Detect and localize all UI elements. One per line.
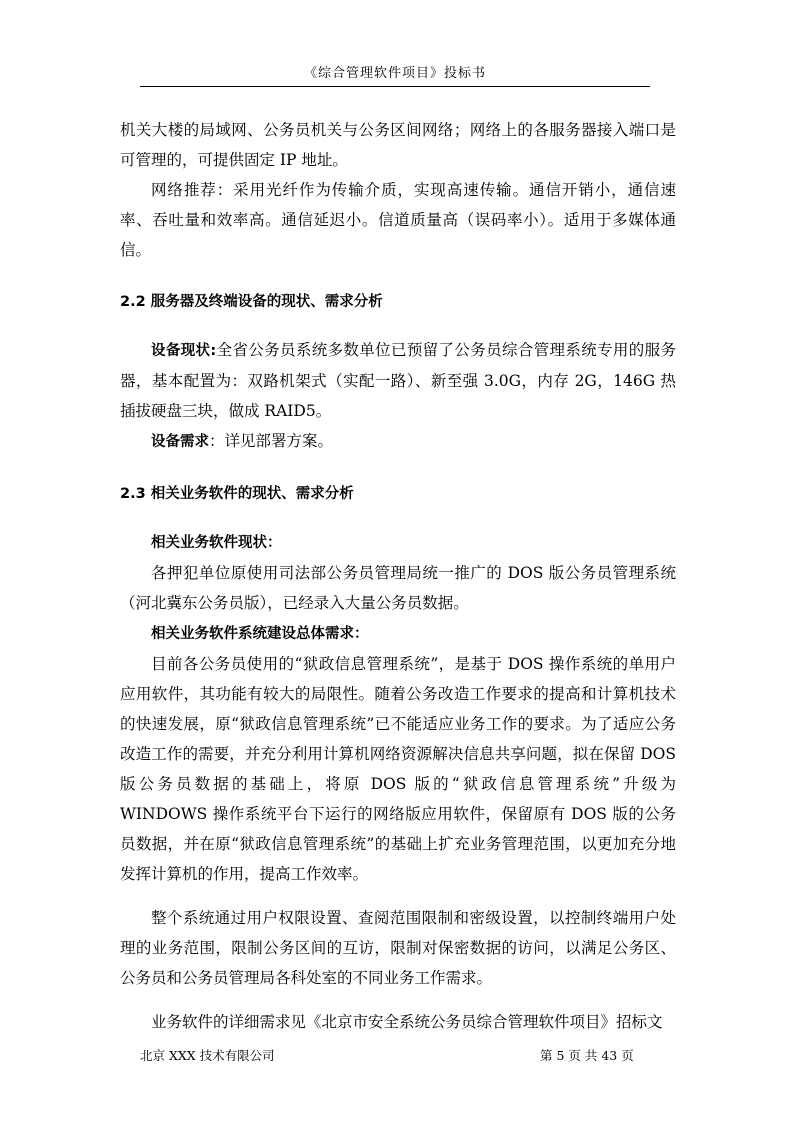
footer-page-number: 第 5 页 共 43 页 [540, 1048, 634, 1063]
paragraph-device-requirement [120, 426, 676, 457]
paragraph-software-status: 各押犯单位原使用司法部公务员管理局统一推广的 DOS 版公务员管理系统（河北冀东公务员版），已经录入大量公务员数据。 [120, 564, 676, 612]
software-requirement-label: 相关业务软件系统建设总体需求： [151, 626, 369, 642]
paragraph-device-status [120, 335, 676, 426]
page-header-title: 《综合管理软件项目》投标书 [303, 66, 486, 81]
paragraph-software-requirement: 目前各公务员使用的“狱政信息管理系统”，是基于 DOS 操作系统的单用户应用软件，其功能有较大的局限性。随着公务改造工作要求的提高和计算机技术的快速发展，原“狱政信息管理系统”已不能适应业务工作的要求。为了适应公务改造工作的需要，并充分利用计算机网络资源解决信息共享问题，拟在保留 DOS 版公务员数据的基础上，将原 DOS 版的“狱政信息管理系统”升级为 WINDOWS 操作系统平台下运行的网络版应用软件，保留原有 DOS 版的公务员数据，并在原“狱政信息管理系统”的基础上扩充业务管理范围，以更加充分地发挥计算机的作用，提高工作效率。 [120, 655, 676, 883]
header-divider [140, 86, 650, 87]
device-status-label: 设备现状: [151, 343, 217, 359]
footer-company: 北京 XXX 技术有限公司 [140, 1048, 275, 1063]
section-heading-2-2: 2.2 服务器及终端设备的现状、需求分析 [120, 294, 383, 310]
document-body [120, 115, 676, 1037]
device-requirement-label: 设备需求 [151, 434, 209, 450]
device-status-text: 全省公务员系统多数单位已预留了公务员综合管理系统专用的服务器，基本配置为：双路机架式（实配一路）、新至强 3.0G，内存 2G，146G 热插拔硬盘三块，做成 RAID5。 [120, 341, 676, 420]
device-requirement-text: ：详见部署方案。 [209, 432, 334, 450]
paragraph-system-permissions: 整个系统通过用户权限设置、查阅范围限制和密级设置，以控制终端用户处理的业务范围，限制公务区间的互访，限制对保密数据的访问，以满足公务区、公务员和公务员管理局各科处室的不同业务工作需求。 [120, 909, 676, 987]
subheading-software-requirement [120, 618, 676, 649]
section-heading-2-3: 2.3 相关业务软件的现状、需求分析 [120, 486, 354, 502]
software-status-label: 相关业务软件现状： [151, 535, 282, 551]
paragraph-network: 机关大楼的局域网、公务员机关与公务区间网络；网络上的各服务器接入端口是可管理的，可提供固定 IP 地址。 [120, 121, 676, 169]
paragraph-detailed-requirements: 业务软件的详细需求见《北京市安全系统公务员综合管理软件项目》招标文 [151, 1013, 663, 1031]
paragraph-network-recommendation: 网络推荐：采用光纤作为传输介质，实现高速传输。通信开销小，通信速率、吞吐量和效率高。通信延迟小。信道质量高（误码率小）。适用于多媒体通信。 [120, 181, 676, 259]
subheading-software-status [120, 527, 676, 558]
